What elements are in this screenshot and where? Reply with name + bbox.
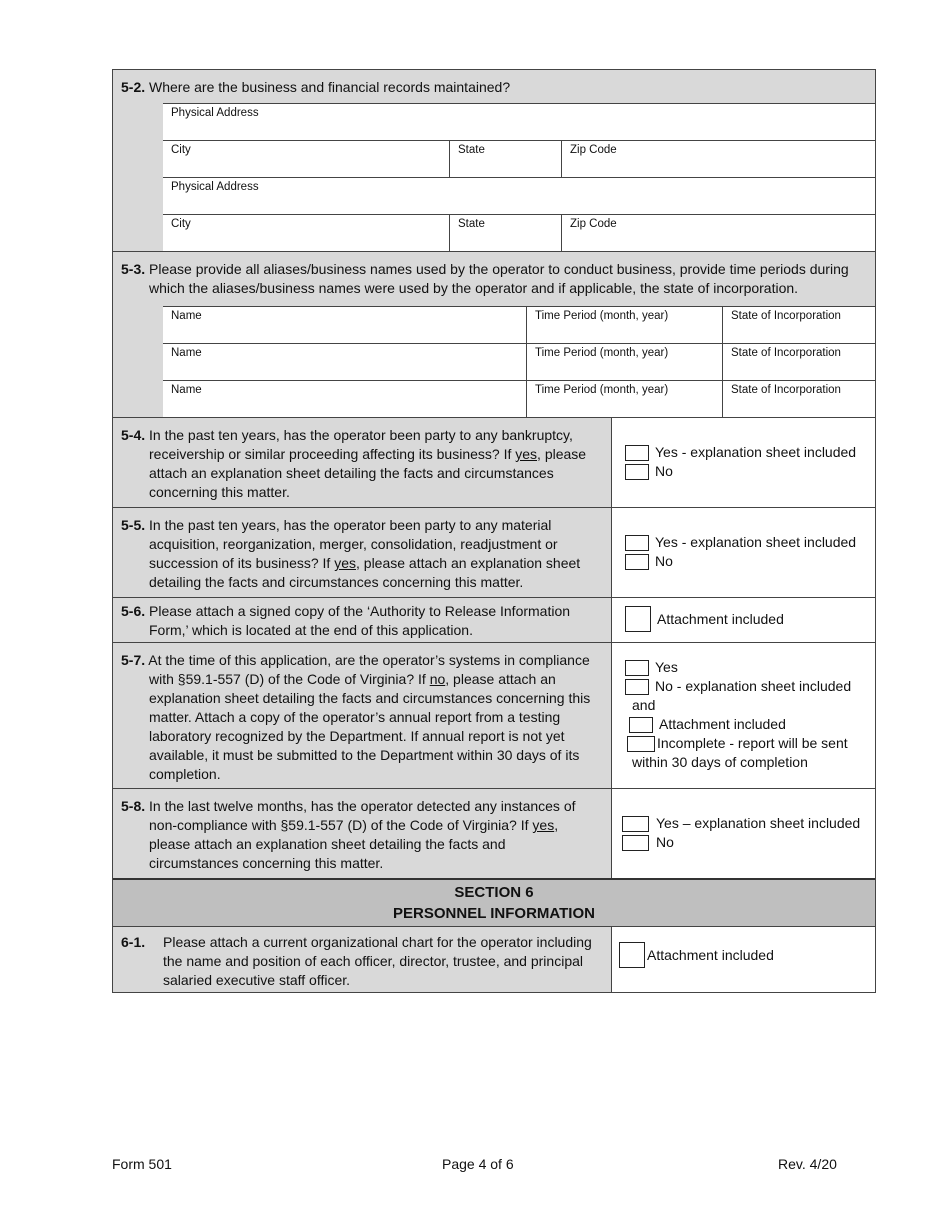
answer-options — [611, 643, 875, 788]
question-5-8 — [113, 789, 875, 878]
section-number: SECTION 6 — [454, 884, 534, 901]
answer-options — [611, 418, 875, 507]
address-row — [163, 178, 875, 215]
question-text-block — [113, 508, 611, 597]
checkbox[interactable] — [622, 816, 649, 832]
address-row — [163, 104, 875, 141]
question-text-block — [113, 643, 611, 788]
option-label: Incomplete - report will be sent — [657, 735, 848, 751]
question-text: , please attach an explanation sheet detailing the facts and circumstances concerning this matter. — [149, 446, 587, 500]
answer-options — [611, 598, 875, 642]
question-text: In the past ten years, has the operator been party to any material acquisition, reorganization, merger, consolidation, readjustment or succession of its business? If — [149, 517, 558, 571]
state-field[interactable]: State — [449, 141, 561, 177]
question-text-block — [113, 789, 611, 878]
attachment-option[interactable] — [619, 942, 875, 968]
question-5-5 — [113, 508, 875, 598]
city-field[interactable]: City — [171, 144, 191, 156]
section-6-header — [113, 878, 875, 927]
attachment-option[interactable] — [625, 715, 875, 734]
option-label-continued: within 30 days of completion — [632, 754, 808, 770]
time-period-field[interactable]: Time Period (month, year) — [526, 381, 722, 417]
question-number: 5-7. — [121, 652, 146, 668]
question-text: , please attach an explanation sheet detailing the facts and circumstances concerning this matter. Attach a copy of the operator’s annual report from a testing laboratory recognized by the Department. If annual report is not yet available, it must be submitted to the Department within 30 days of its completion. — [149, 671, 591, 782]
and-label: and — [632, 697, 656, 713]
question-text: Please provide all aliases/business names used by the operator to conduct business, provide time periods during which the aliases/business names were used by the operator and if applicable, the state of incorporation. — [149, 261, 849, 296]
question-number: 5-2. — [121, 79, 146, 95]
city-state-zip-row — [163, 141, 875, 178]
incomplete-option[interactable] — [625, 734, 875, 753]
question-5-2 — [113, 70, 875, 252]
no-option[interactable] — [625, 462, 875, 481]
checkbox[interactable] — [625, 464, 649, 480]
option-label: Yes - explanation sheet included — [655, 534, 857, 550]
question-text: In the past ten years, has the operator been party to any bankruptcy, receivership or similar proceeding affecting its business? If — [149, 427, 573, 462]
option-label: Attachment included — [647, 946, 774, 963]
state-of-incorporation-field[interactable]: State of Incorporation — [722, 307, 875, 343]
checkbox[interactable] — [625, 660, 649, 676]
option-label: Attachment included — [657, 610, 784, 627]
checkbox[interactable] — [619, 942, 645, 968]
question-text-underlined: yes — [334, 555, 356, 571]
question-text: , please attach an explanation sheet detailing the facts and circumstances concerning this matter. — [149, 817, 559, 871]
checkbox[interactable] — [622, 835, 649, 851]
answer-options — [611, 508, 875, 597]
state-of-incorporation-field[interactable]: State of Incorporation — [722, 381, 875, 417]
question-number: 5-6. — [121, 603, 146, 619]
question-number: 5-3. — [121, 261, 146, 277]
question-text-underlined: yes — [515, 446, 538, 462]
state-field[interactable]: State — [449, 215, 561, 251]
question-text-block — [113, 598, 611, 642]
attachment-option[interactable] — [625, 606, 875, 632]
question-text-block — [113, 418, 611, 507]
question-5-7 — [113, 643, 875, 789]
option-label: Yes — [655, 659, 678, 675]
time-period-field[interactable]: Time Period (month, year) — [526, 344, 722, 380]
question-6-1 — [113, 927, 875, 992]
footer-page-number: Page 4 of 6 — [442, 1156, 514, 1172]
checkbox[interactable] — [625, 554, 649, 570]
no-option[interactable] — [625, 677, 875, 696]
checkbox[interactable] — [625, 606, 651, 632]
question-number: 6-1. — [121, 934, 146, 950]
question-5-6 — [113, 598, 875, 643]
answer-options — [611, 927, 875, 992]
alias-name-field[interactable]: Name — [171, 347, 202, 359]
alias-row — [163, 344, 875, 381]
checkbox[interactable] — [625, 679, 649, 695]
option-label: Yes - explanation sheet included — [655, 444, 857, 460]
city-field[interactable]: City — [171, 218, 191, 230]
city-state-zip-row — [163, 215, 875, 251]
yes-option[interactable] — [625, 443, 875, 462]
question-5-3 — [113, 252, 875, 418]
option-label: Attachment included — [659, 716, 786, 732]
records-address-table — [163, 103, 875, 251]
alias-name-field[interactable]: Name — [171, 384, 202, 396]
question-5-4 — [113, 418, 875, 508]
time-period-field[interactable]: Time Period (month, year) — [526, 307, 722, 343]
section-title: PERSONNEL INFORMATION — [393, 905, 595, 922]
yes-option[interactable] — [625, 533, 875, 552]
option-label: No - explanation sheet included — [655, 678, 852, 694]
option-label: No — [655, 463, 673, 479]
question-number: 5-4. — [121, 427, 146, 443]
question-text: Please attach a current organizational chart for the operator including the name and position of each officer, director, trustee, and principal salaried executive staff officer. — [163, 934, 592, 988]
alias-row — [163, 381, 875, 417]
yes-option[interactable] — [625, 658, 875, 677]
yes-option[interactable] — [622, 814, 875, 833]
footer-form-number: Form 501 — [112, 1156, 172, 1172]
state-of-incorporation-field[interactable]: State of Incorporation — [722, 344, 875, 380]
question-text: Where are the business and financial records maintained? — [149, 79, 511, 95]
question-number: 5-8. — [121, 798, 146, 814]
question-text: In the last twelve months, has the operator detected any instances of non-compliance with §59.1-557 (D) of the Code of Virginia? If — [149, 798, 576, 833]
question-text-underlined: yes — [532, 817, 555, 833]
checkbox[interactable] — [627, 736, 655, 752]
zip-field[interactable]: Zip Code — [561, 215, 875, 251]
alias-name-field[interactable]: Name — [171, 310, 202, 322]
footer-revision: Rev. 4/20 — [778, 1156, 837, 1172]
application-form — [112, 69, 876, 993]
option-label: No — [656, 834, 674, 850]
question-number: 5-5. — [121, 517, 146, 533]
checkbox[interactable] — [625, 445, 649, 461]
question-text-block — [113, 927, 611, 992]
question-text: At the time of this application, are the operator’s systems in compliance with §59.1-557 (D) of the Code of Virginia? If — [148, 652, 590, 687]
checkbox[interactable] — [629, 717, 653, 733]
checkbox[interactable] — [625, 535, 649, 551]
option-label: Yes – explanation sheet included — [656, 815, 861, 831]
aliases-table — [163, 306, 875, 417]
question-text: , please attach an explanation sheet detailing the facts and circumstances concerning this matter. — [149, 555, 581, 590]
question-text: Please attach a signed copy of the ‘Authority to Release Information Form,’ which is located at the end of this application. — [149, 603, 571, 638]
physical-address-field[interactable]: Physical Address — [171, 107, 259, 119]
answer-options — [611, 789, 875, 878]
physical-address-field[interactable]: Physical Address — [171, 181, 259, 193]
no-option[interactable] — [622, 833, 875, 852]
option-label: No — [655, 553, 673, 569]
alias-row — [163, 307, 875, 344]
no-option[interactable] — [625, 552, 875, 571]
zip-field[interactable]: Zip Code — [561, 141, 875, 177]
question-text-underlined: no — [429, 671, 446, 687]
